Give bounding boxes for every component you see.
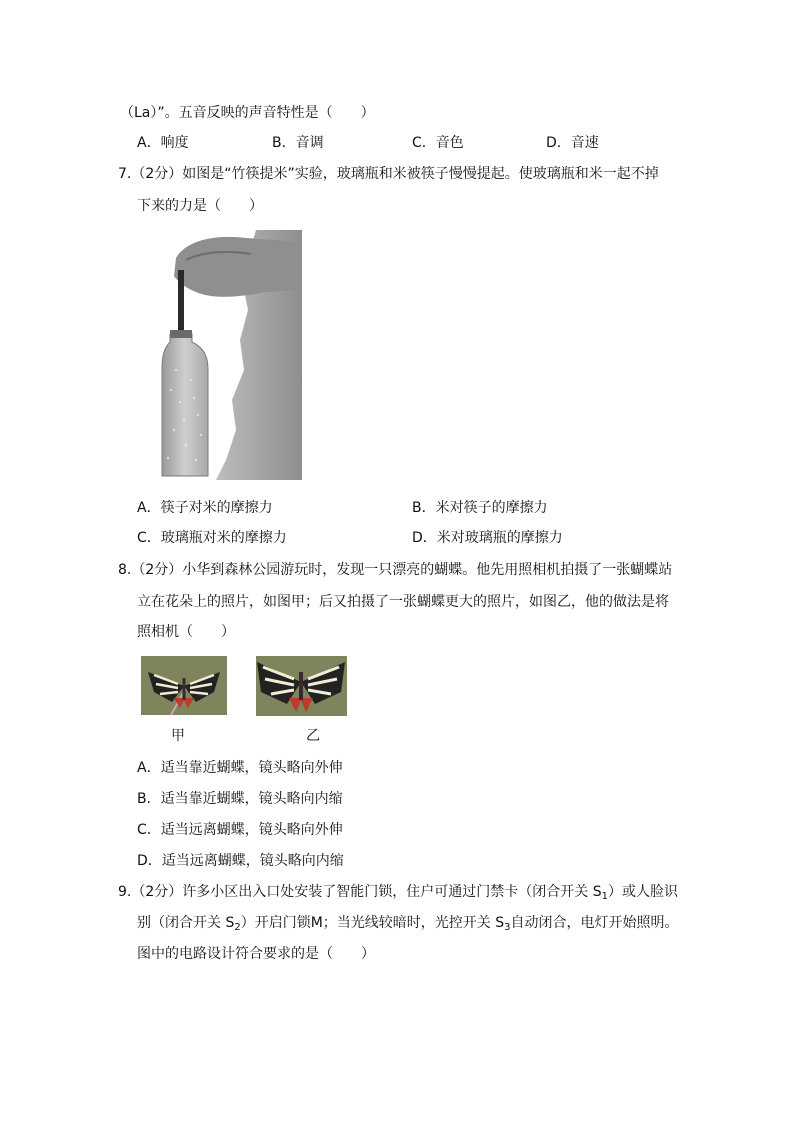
q6-stem-tail: （La）”。五音反映的声音特性是（ ） [120, 105, 375, 121]
q6-option-a[interactable]: A．响度 [137, 135, 189, 151]
chopstick-rice-bottle-figure [156, 230, 302, 480]
q8-option-d[interactable]: D．适当远离蝴蝶，镜头略向内缩 [137, 853, 344, 869]
q6-option-b[interactable]: B．音调 [272, 135, 324, 151]
q9-stem-line1: 9.（2分）许多小区出入口处安装了智能门锁，住户可通过门禁卡（闭合开关 $S_1$）或人脸识 [118, 884, 678, 902]
q9-stem-line2: 别（闭合开关 $S_2$）开启门锁M；当光线较暗时，光控开关 $S_3$自动闭合，电灯开始照明。 [137, 915, 679, 933]
q7-stem-line1: 7.（2分）如图是“竹筷提米”实验，玻璃瓶和米被筷子慢慢提起。使玻璃瓶和米一起不掉 [118, 166, 659, 182]
q8-stem-line2: 立在花朵上的照片，如图甲；后又拍摄了一张蝴蝶更大的照片，如图乙，他的做法是将 [137, 594, 669, 610]
q6-option-d[interactable]: D．音速 [546, 135, 599, 151]
q8-option-c[interactable]: C．适当远离蝴蝶，镜头略向外伸 [137, 822, 343, 838]
q7-stem-line2: 下来的力是（ ） [137, 198, 263, 214]
label-yi: 乙 [306, 728, 320, 744]
butterfly-photo-jia [141, 656, 227, 715]
q8-stem-line3: 照相机（ ） [137, 624, 235, 640]
label-jia: 甲 [171, 728, 185, 744]
q6-option-c[interactable]: C．音色 [412, 135, 464, 151]
q7-option-b[interactable]: B．米对筷子的摩擦力 [412, 500, 548, 516]
q8-option-b[interactable]: B．适当靠近蝴蝶，镜头略向内缩 [137, 791, 343, 807]
q9-stem-line3: 图中的电路设计符合要求的是（ ） [137, 946, 375, 962]
q8-option-a[interactable]: A．适当靠近蝴蝶，镜头略向外伸 [137, 760, 343, 776]
q8-stem-line1: 8.（2分）小华到森林公园游玩时，发现一只漂亮的蝴蝶。他先用照相机拍摄了一张蝴蝶站 [118, 562, 673, 578]
q7-option-a[interactable]: A．筷子对米的摩擦力 [137, 500, 273, 516]
q7-option-c[interactable]: C．玻璃瓶对米的摩擦力 [137, 530, 287, 546]
butterfly-photo-yi [256, 656, 347, 716]
q7-option-d[interactable]: D．米对玻璃瓶的摩擦力 [412, 530, 563, 546]
